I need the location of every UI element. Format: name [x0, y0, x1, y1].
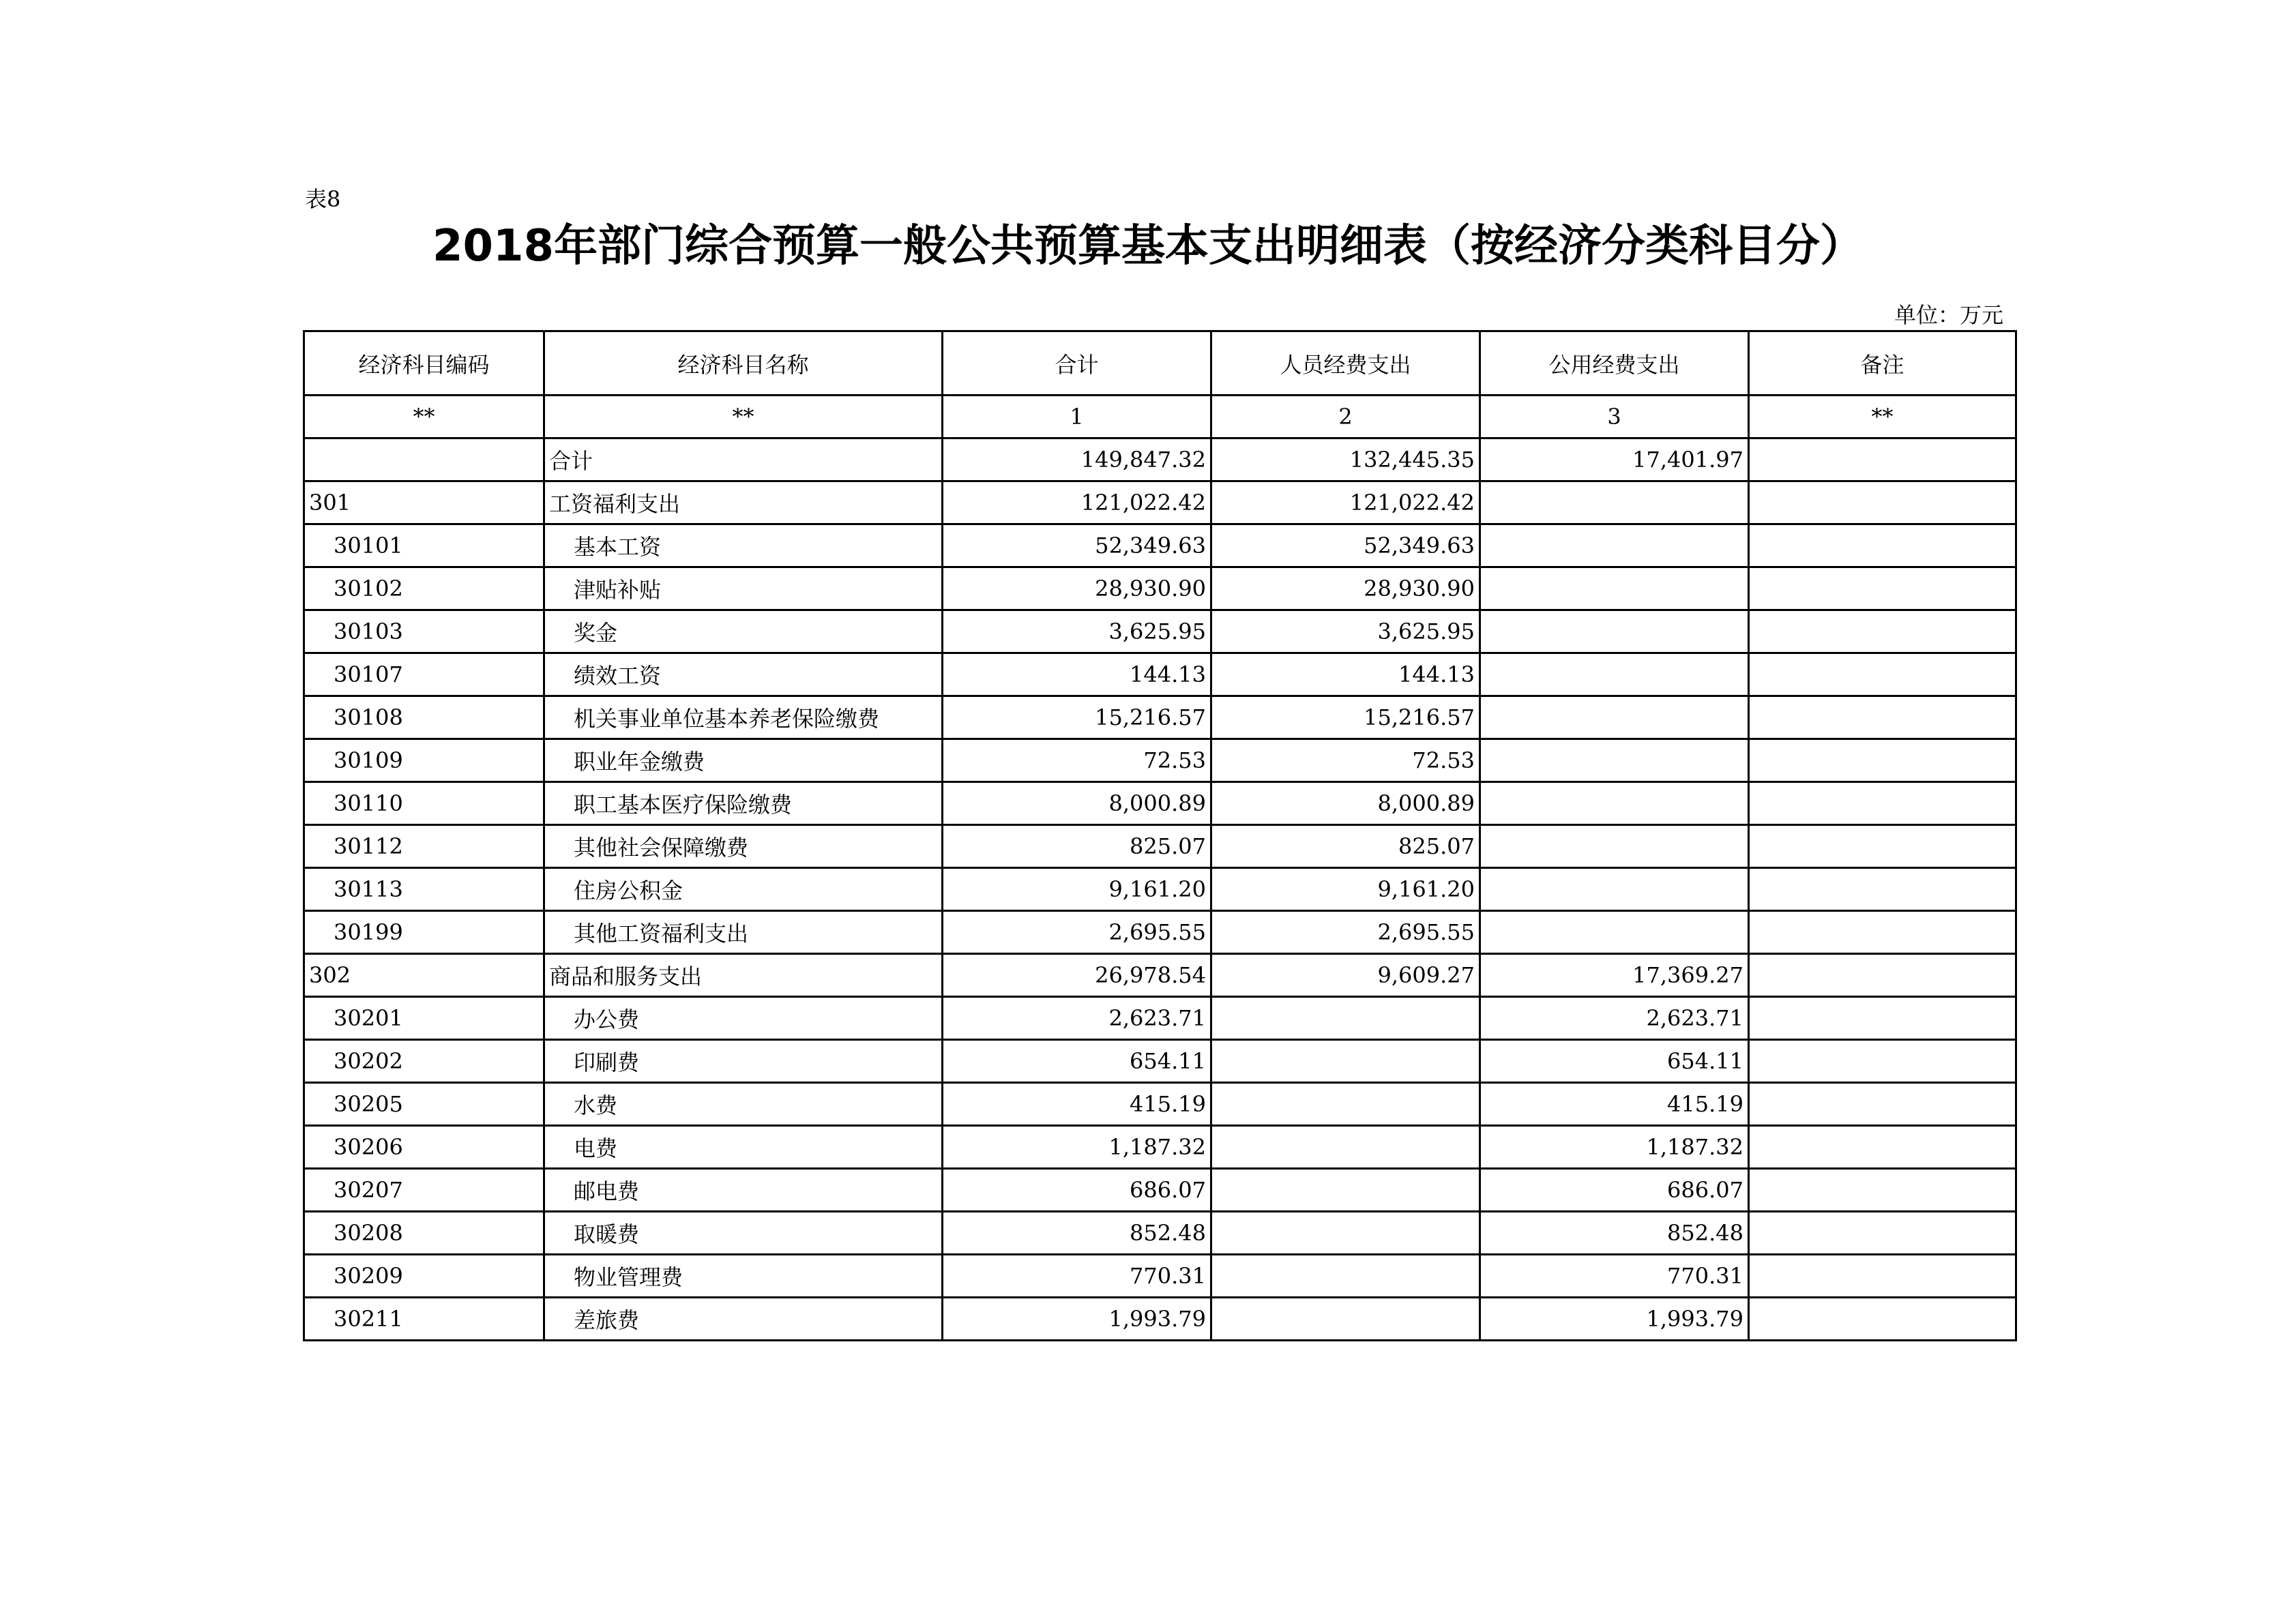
- cell-code: 30102: [304, 567, 544, 610]
- cell-personnel: 825.07: [1211, 825, 1480, 868]
- cell-public: [1480, 739, 1749, 782]
- cell-personnel: [1211, 1212, 1480, 1255]
- cell-public: 654.11: [1480, 1040, 1749, 1083]
- table-row: [304, 1255, 2016, 1298]
- cell-code: 30206: [304, 1126, 544, 1169]
- cell-code: 302: [304, 954, 544, 997]
- cell-total: 1,187.32: [943, 1126, 1211, 1169]
- table-row: [304, 868, 2016, 911]
- table-row: [304, 696, 2016, 739]
- table-row: [304, 438, 2016, 481]
- cell-total: 8,000.89: [943, 782, 1211, 825]
- cell-personnel: [1211, 997, 1480, 1040]
- index-row: [304, 396, 2016, 438]
- cell-note: [1749, 696, 2016, 739]
- cell-personnel: 144.13: [1211, 653, 1480, 696]
- table-number: 表8: [305, 186, 341, 212]
- cell-total: 26,978.54: [943, 954, 1211, 997]
- cell-public: [1480, 567, 1749, 610]
- cell-total: 654.11: [943, 1040, 1211, 1083]
- cell-note: [1749, 1040, 2016, 1083]
- cell-public: [1480, 825, 1749, 868]
- cell-public: 2,623.71: [1480, 997, 1749, 1040]
- cell-total: 770.31: [943, 1255, 1211, 1298]
- unit-label: 单位：万元: [1894, 302, 2003, 328]
- table-row: [304, 610, 2016, 653]
- cell-total: 852.48: [943, 1212, 1211, 1255]
- cell-name: 绩效工资: [544, 653, 943, 696]
- cell-total: 144.13: [943, 653, 1211, 696]
- cell-code: 30199: [304, 911, 544, 954]
- cell-code: 30201: [304, 997, 544, 1040]
- cell-name: 邮电费: [544, 1169, 943, 1212]
- cell-code: 30101: [304, 524, 544, 567]
- cell-total: 2,623.71: [943, 997, 1211, 1040]
- cell-total: 3,625.95: [943, 610, 1211, 653]
- cell-public: 1,187.32: [1480, 1126, 1749, 1169]
- cell-total: 52,349.63: [943, 524, 1211, 567]
- cell-name: 合计: [544, 438, 943, 481]
- cell-name: 差旅费: [544, 1298, 943, 1341]
- cell-total: 28,930.90: [943, 567, 1211, 610]
- table-row: [304, 1169, 2016, 1212]
- cell-personnel: 2,695.55: [1211, 911, 1480, 954]
- cell-note: [1749, 1083, 2016, 1126]
- table-row: [304, 954, 2016, 997]
- cell-code: 30110: [304, 782, 544, 825]
- cell-note: [1749, 825, 2016, 868]
- cell-public: 17,401.97: [1480, 438, 1749, 481]
- cell-name: 电费: [544, 1126, 943, 1169]
- cell-public: 770.31: [1480, 1255, 1749, 1298]
- table-row: [304, 653, 2016, 696]
- cell-name: 物业管理费: [544, 1255, 943, 1298]
- header-public: 公用经费支出: [1480, 331, 1749, 396]
- cell-code: 30103: [304, 610, 544, 653]
- cell-total: 2,695.55: [943, 911, 1211, 954]
- cell-total: 121,022.42: [943, 481, 1211, 524]
- cell-public: 686.07: [1480, 1169, 1749, 1212]
- cell-note: [1749, 524, 2016, 567]
- cell-total: 1,993.79: [943, 1298, 1211, 1341]
- table-row: [304, 911, 2016, 954]
- table-row: [304, 825, 2016, 868]
- cell-personnel: 52,349.63: [1211, 524, 1480, 567]
- cell-public: [1480, 696, 1749, 739]
- table-row: [304, 1126, 2016, 1169]
- cell-code: 30211: [304, 1298, 544, 1341]
- cell-name: 其他社会保障缴费: [544, 825, 943, 868]
- table-header: [304, 331, 2016, 438]
- budget-table: [303, 330, 2017, 1341]
- index-cell: **: [544, 396, 943, 438]
- cell-public: [1480, 610, 1749, 653]
- cell-name: 取暖费: [544, 1212, 943, 1255]
- cell-note: [1749, 1212, 2016, 1255]
- cell-note: [1749, 481, 2016, 524]
- page-title: 2018年部门综合预算一般公共预算基本支出明细表（按经济分类科目分）: [432, 221, 1864, 271]
- cell-name: 其他工资福利支出: [544, 911, 943, 954]
- cell-name: 水费: [544, 1083, 943, 1126]
- cell-personnel: 132,445.35: [1211, 438, 1480, 481]
- cell-personnel: 9,609.27: [1211, 954, 1480, 997]
- cell-public: [1480, 653, 1749, 696]
- cell-code: 30209: [304, 1255, 544, 1298]
- table-row: [304, 1040, 2016, 1083]
- index-cell: 3: [1480, 396, 1749, 438]
- cell-note: [1749, 954, 2016, 997]
- cell-name: 办公费: [544, 997, 943, 1040]
- index-cell: 1: [943, 396, 1211, 438]
- cell-note: [1749, 868, 2016, 911]
- header-total: 合计: [943, 331, 1211, 396]
- cell-code: 30113: [304, 868, 544, 911]
- cell-note: [1749, 1255, 2016, 1298]
- header-note: 备注: [1749, 331, 2016, 396]
- cell-note: [1749, 911, 2016, 954]
- cell-personnel: [1211, 1298, 1480, 1341]
- cell-personnel: 121,022.42: [1211, 481, 1480, 524]
- cell-public: 17,369.27: [1480, 954, 1749, 997]
- cell-name: 住房公积金: [544, 868, 943, 911]
- cell-personnel: 72.53: [1211, 739, 1480, 782]
- cell-public: [1480, 868, 1749, 911]
- header-code: 经济科目编码: [304, 331, 544, 396]
- cell-note: [1749, 438, 2016, 481]
- cell-code: 301: [304, 481, 544, 524]
- cell-name: 印刷费: [544, 1040, 943, 1083]
- table-row: [304, 997, 2016, 1040]
- cell-public: 415.19: [1480, 1083, 1749, 1126]
- cell-note: [1749, 1126, 2016, 1169]
- cell-code: 30107: [304, 653, 544, 696]
- cell-code: 30109: [304, 739, 544, 782]
- cell-code: 30208: [304, 1212, 544, 1255]
- cell-personnel: [1211, 1255, 1480, 1298]
- header-name: 经济科目名称: [544, 331, 943, 396]
- cell-personnel: [1211, 1040, 1480, 1083]
- cell-note: [1749, 997, 2016, 1040]
- cell-public: 852.48: [1480, 1212, 1749, 1255]
- cell-name: 津贴补贴: [544, 567, 943, 610]
- cell-total: 15,216.57: [943, 696, 1211, 739]
- cell-code: 30202: [304, 1040, 544, 1083]
- table-row: [304, 1212, 2016, 1255]
- table-row: [304, 481, 2016, 524]
- cell-name: 工资福利支出: [544, 481, 943, 524]
- table-row: [304, 1298, 2016, 1341]
- cell-name: 商品和服务支出: [544, 954, 943, 997]
- cell-note: [1749, 567, 2016, 610]
- cell-total: 415.19: [943, 1083, 1211, 1126]
- cell-code: [304, 438, 544, 481]
- cell-personnel: 3,625.95: [1211, 610, 1480, 653]
- table-row: [304, 739, 2016, 782]
- cell-note: [1749, 610, 2016, 653]
- cell-personnel: [1211, 1169, 1480, 1212]
- cell-personnel: 8,000.89: [1211, 782, 1480, 825]
- cell-note: [1749, 653, 2016, 696]
- cell-public: [1480, 481, 1749, 524]
- cell-code: 30207: [304, 1169, 544, 1212]
- cell-total: 686.07: [943, 1169, 1211, 1212]
- cell-name: 职工基本医疗保险缴费: [544, 782, 943, 825]
- cell-public: [1480, 911, 1749, 954]
- index-cell: **: [1749, 396, 2016, 438]
- cell-personnel: [1211, 1126, 1480, 1169]
- cell-code: 30112: [304, 825, 544, 868]
- cell-total: 72.53: [943, 739, 1211, 782]
- cell-total: 9,161.20: [943, 868, 1211, 911]
- cell-name: 职业年金缴费: [544, 739, 943, 782]
- cell-name: 基本工资: [544, 524, 943, 567]
- cell-code: 30205: [304, 1083, 544, 1126]
- header-personnel: 人员经费支出: [1211, 331, 1480, 396]
- cell-note: [1749, 1298, 2016, 1341]
- cell-personnel: 15,216.57: [1211, 696, 1480, 739]
- cell-note: [1749, 1169, 2016, 1212]
- cell-name: 奖金: [544, 610, 943, 653]
- cell-total: 825.07: [943, 825, 1211, 868]
- header-row: [304, 331, 2016, 396]
- table-row: [304, 1083, 2016, 1126]
- cell-note: [1749, 782, 2016, 825]
- cell-personnel: 28,930.90: [1211, 567, 1480, 610]
- index-cell: 2: [1211, 396, 1480, 438]
- cell-personnel: 9,161.20: [1211, 868, 1480, 911]
- cell-public: [1480, 524, 1749, 567]
- cell-total: 149,847.32: [943, 438, 1211, 481]
- table-row: [304, 567, 2016, 610]
- table-body: [304, 438, 2016, 1341]
- table-row: [304, 782, 2016, 825]
- cell-name: 机关事业单位基本养老保险缴费: [544, 696, 943, 739]
- cell-note: [1749, 739, 2016, 782]
- cell-personnel: [1211, 1083, 1480, 1126]
- table-row: [304, 524, 2016, 567]
- index-cell: **: [304, 396, 544, 438]
- cell-public: [1480, 782, 1749, 825]
- cell-code: 30108: [304, 696, 544, 739]
- cell-public: 1,993.79: [1480, 1298, 1749, 1341]
